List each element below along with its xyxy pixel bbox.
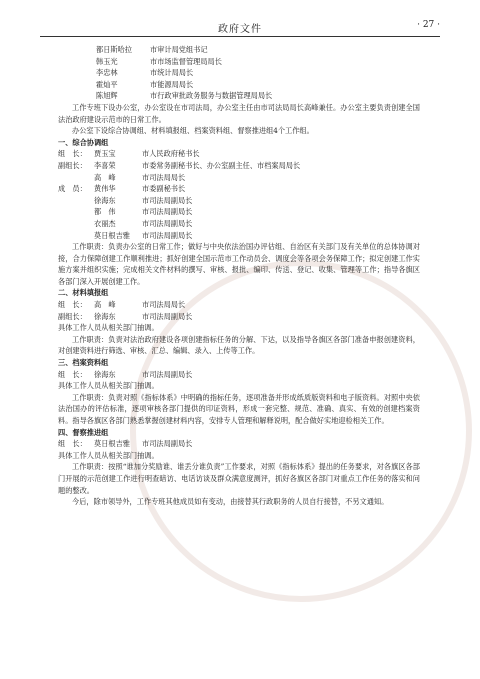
member-row: 都 伟 市司法局副局长: [94, 207, 193, 217]
duty-paragraph: 工作职责：负责办公室的日常工作；做好与中央依法治国办评估组、自治区有关部门及有关单位的总体协调对接，合力保障创建工作顺利推进；抓好创建全国示范市工作动员会、调度会等各项会务保障工作；拟定创建工作实施方案并组织实施；完成相关文件材料的撰写、审核、报批、编印、传送、登记、收集、管理等工作；指导各旗区各部门深入开展创建工作。: [58, 242, 420, 286]
document-body: [58, 44, 420, 508]
member-row: 韩玉光 市市场监督管理局局长: [96, 56, 222, 66]
member-row: 莫日根吉雅 市司法局副局长: [94, 230, 193, 240]
member-row: 组 长： 贾玉宝 市人民政府秘书长: [58, 149, 200, 159]
staff-note: 具体工作人员从相关部门抽调。: [58, 381, 159, 391]
member-row: 陈旭辉 市行政审批政务服务与数据管理局局长: [96, 91, 273, 101]
duty-paragraph: 工作职责：按照“谁加分奖励谁、谁丢分谁负责”工作要求，对照《指标体系》提出的任务要求，对各旗区各部门开展的示范创建工作进行明查暗访、电话访谈及群众满意度测评，抓好各旗区各部门对重点工作任务的落实和问题的整改。: [58, 462, 420, 495]
staff-note: 具体工作人员从相关部门抽调。: [58, 323, 159, 333]
member-row: 组 长： 高 峰 市司法局局长: [58, 300, 186, 310]
staff-note: 具体工作人员从相关部门抽调。: [58, 450, 159, 460]
header-title: 政府文件: [218, 24, 262, 35]
member-row: 衣丽杰 市司法局副局长: [94, 218, 193, 228]
office-paragraph: 工作专班下设办公室，办公室设在市司法局，办公室主任由市司法局局长高峰兼任。办公室主要负责创建全国法治政府建设示范市的日常工作。: [58, 102, 420, 124]
section-heading: 三、档案资料组: [58, 358, 109, 368]
section-heading: 四、督察推进组: [58, 427, 109, 437]
member-row: 组 长： 莫日根吉雅 市司法局副局长: [58, 439, 193, 449]
member-row: 都日斯哈拉 市审计局党组书记: [96, 45, 208, 54]
duty-paragraph: 工作职责：负责对法治政府建设各项创建指标任务的分解、下达，以及指导各旗区各部门准备申报创建资料，对创建资料进行筛选、审核、汇总、编辑、录入、上传等工作。: [58, 334, 420, 356]
member-row: 霍灿平 市能源局局长: [96, 79, 194, 89]
members-top-list: [58, 44, 420, 102]
member-row: 成 员： 黄伟华 市委副秘书长: [58, 184, 186, 194]
page-number: · 27 ·: [417, 20, 440, 30]
page-header: [40, 18, 440, 37]
member-row: 高 峰 市司法局局长: [94, 172, 186, 182]
member-row: 徐海东 市司法局副局长: [94, 195, 193, 205]
section-heading: 一、综合协调组: [58, 137, 109, 147]
member-row: 副组长： 李喜荣 市委常务副秘书长、办公室副主任、市档案局局长: [58, 160, 301, 170]
member-row: 李忠林 市统计局局长: [96, 68, 194, 78]
member-row: 组 长： 徐海东 市司法局副局长: [58, 369, 193, 379]
section-heading: 二、材料填报组: [58, 288, 109, 298]
member-row: 副组长： 徐海东 市司法局副局长: [58, 311, 193, 321]
duty-paragraph: 工作职责：负责对照《指标体系》中明确的指标任务，逐项准备并形成纸质版资料和电子版资料。对照中央依法治国办的评估标准，逐项审核各部门提供的印证资料，形成一套完整、规范、准确、真实、有效的创建档案资料。指导各旗区各部门熟悉掌握创建材料内容，安排专人管理和解释说明，配合做好实地迎检相关工作。: [58, 392, 420, 425]
closing-paragraph: 今后，除市领导外，工作专班其他成员如有变动，由接替其行政职务的人员自行接替，不另文通知。: [72, 497, 389, 507]
groups-intro-paragraph: 办公室下设综合协调组、材料填报组、档案资料组、督察推进组4个工作组。: [72, 126, 314, 136]
